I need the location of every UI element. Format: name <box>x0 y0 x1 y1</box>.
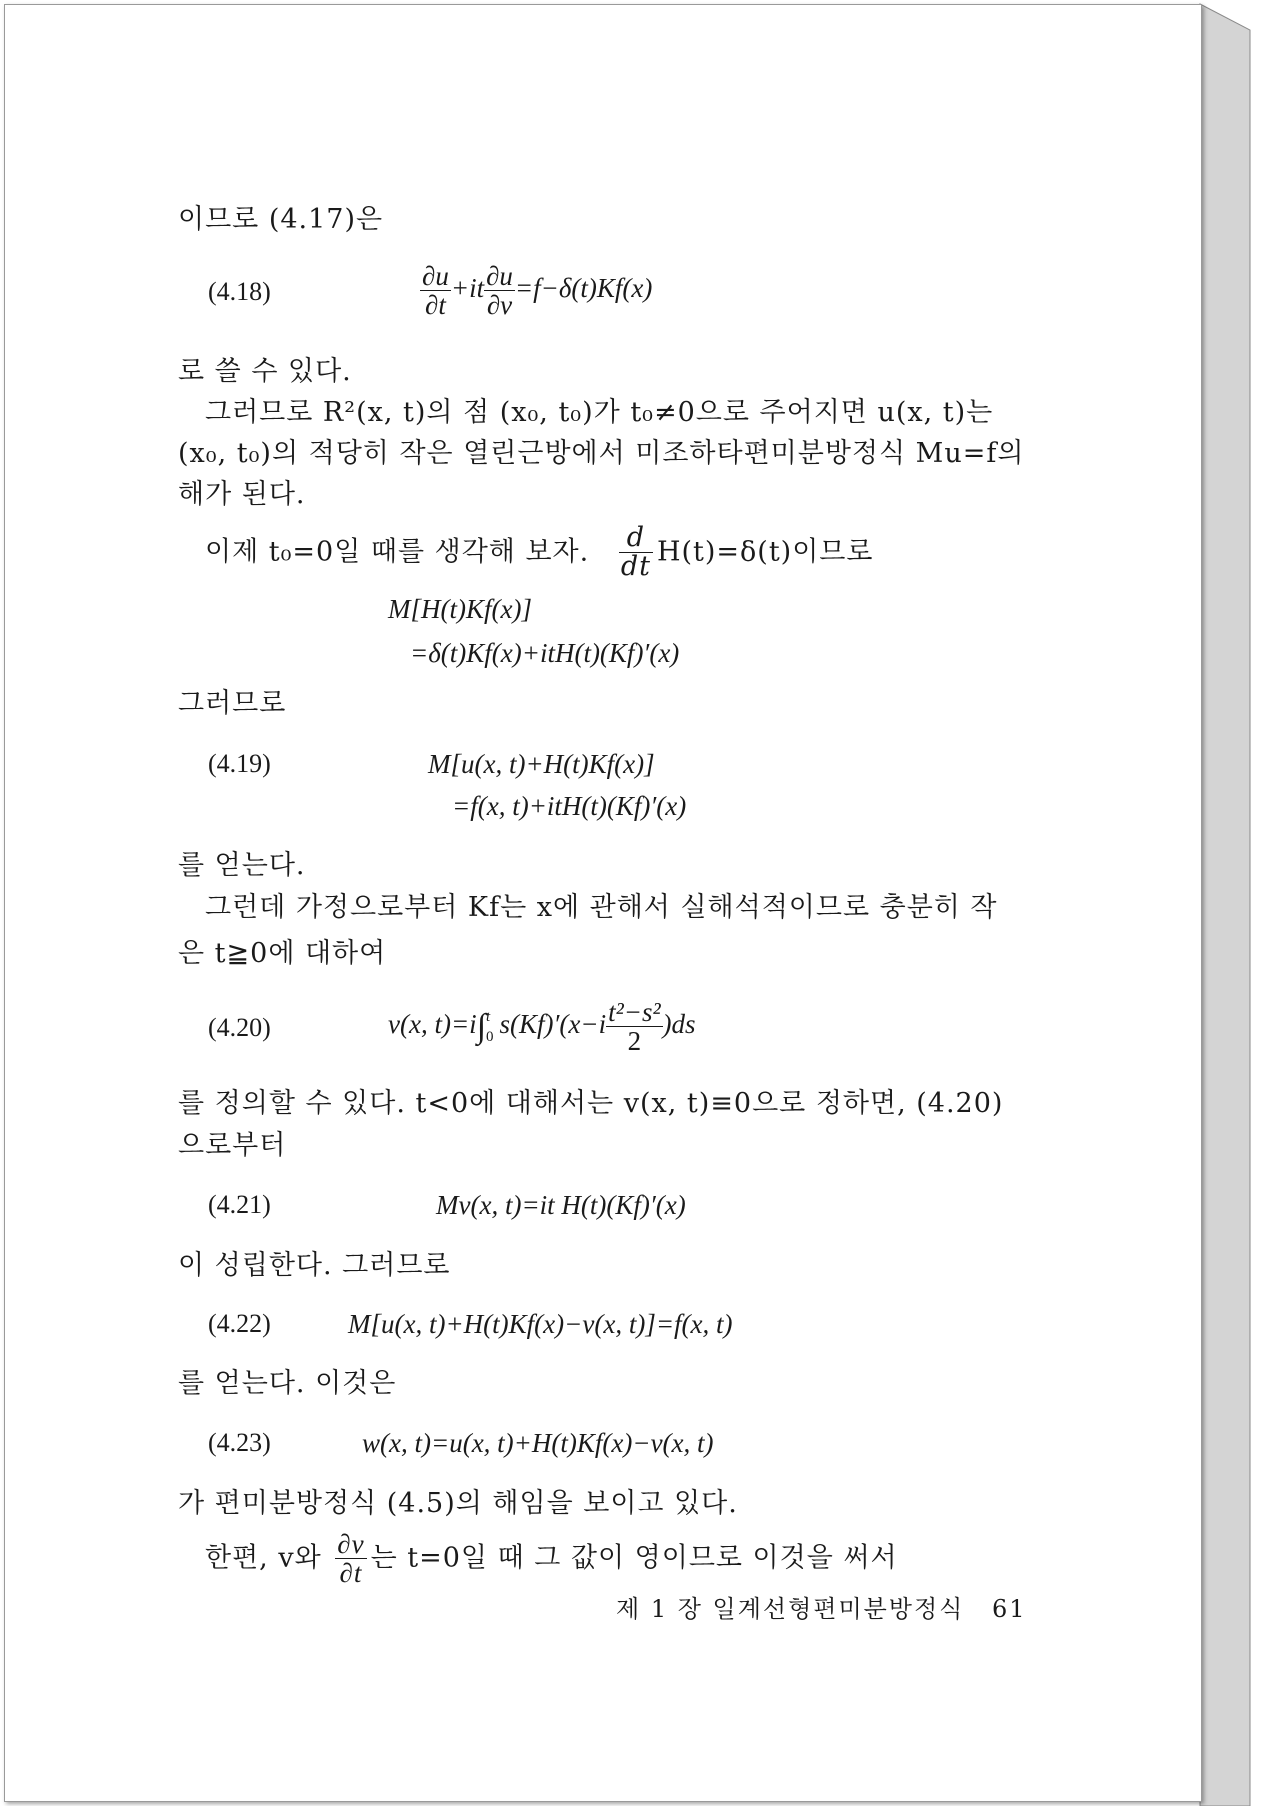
equation-line: M[u(x, t)+H(t)Kf(x)−v(x, t)]=f(x, t) <box>348 1309 733 1339</box>
text-line: 로 쓸 수 있다. <box>178 356 352 387</box>
equation-number: (4.19) <box>208 749 271 778</box>
fraction: $\frac{\partial v}{\partial t}$ <box>337 1529 365 1589</box>
text-line: 한편, v와 $\frac{\partial v}{\partial t}$ 는 t=0일 때 그 값이 영이므로 이것을 써서 <box>205 1529 898 1589</box>
text-line: 해가 된다. <box>178 479 306 510</box>
running-footer <box>616 1594 1027 1624</box>
text-line: 를 얻는다. <box>178 850 306 881</box>
equation-line: M[u(x, t)+H(t)Kf(x)] <box>428 749 655 779</box>
equation-number: (4.21) <box>208 1190 271 1219</box>
equation-number: (4.22) <box>208 1309 271 1338</box>
text-line: 가 편미분방정식 (4.5)의 해임을 보이고 있다. <box>178 1488 738 1519</box>
fraction: $\frac{\partial u}{\partial v}$ <box>486 261 513 321</box>
fraction: $\frac{\text{t²−s²}}{2}$ <box>608 997 661 1057</box>
text-line: 를 얻는다. 이것은 <box>178 1368 397 1399</box>
text-line: 그러므로 <box>178 688 287 719</box>
text-line: 이므로 (4.17)은 <box>178 204 384 235</box>
fraction: $\frac{\partial u}{\partial t}$ <box>422 261 449 321</box>
text-line: 그런데 가정으로부터 Kf는 x에 관해서 실해석적이므로 충분히 작 <box>205 892 998 923</box>
equation-line: w(x, t)=u(x, t)+H(t)Kf(x)−v(x, t) <box>362 1428 714 1458</box>
equation-number: (4.23) <box>208 1428 271 1457</box>
text-line: 그러므로 R²(x, t)의 점 (x₀, t₀)가 t₀≠0으로 주어지면 u(x, t)는 <box>205 397 994 428</box>
text-line: (x₀, t₀)의 적당히 작은 열린근방에서 미조하타편미분방정식 Mu=f의 <box>178 438 1025 469</box>
text-line: 이 성립한다. 그러므로 <box>178 1250 451 1281</box>
fraction: $\frac{d}{dt}$ <box>620 522 651 583</box>
text-line: 으로부터 <box>178 1130 287 1161</box>
equation-number: (4.18) <box>208 277 271 306</box>
page-number: 61 <box>992 1595 1027 1623</box>
equation-number: (4.20) <box>208 1013 271 1042</box>
equation-4-20: v(x, t)=i∫ t 0 s(Kf)′(x−i $\frac{\text{t²−s²}}{2}$ )ds <box>388 997 696 1057</box>
text-line: 이제 t₀=0일 때를 생각해 보자. $\frac{d}{dt}$ H(t)=δ(t)이므로 <box>205 522 874 583</box>
text-line: 를 정의할 수 있다. t<0에 대해서는 v(x, t)≡0으로 정하면, (4.20) <box>178 1088 1004 1119</box>
equation-line: Mv(x, t)=it H(t)(Kf)′(x) <box>436 1190 686 1220</box>
equation-line: M[H(t)Kf(x)] <box>388 594 532 624</box>
equation-line: =f(x, t)+itH(t)(Kf)′(x) <box>452 791 687 821</box>
chapter-title: 제 1 장 일계선형편미분방정식 <box>616 1595 965 1623</box>
equation-4-18: $\frac{\partial u}{\partial t}$ +it $\frac{\partial u}{\partial v}$ =f−δ(t)Kf(x) <box>422 261 653 321</box>
equation-line: =δ(t)Kf(x)+itH(t)(Kf)′(x) <box>410 638 680 668</box>
text-line: 은 t≧0에 대하여 <box>178 938 387 969</box>
